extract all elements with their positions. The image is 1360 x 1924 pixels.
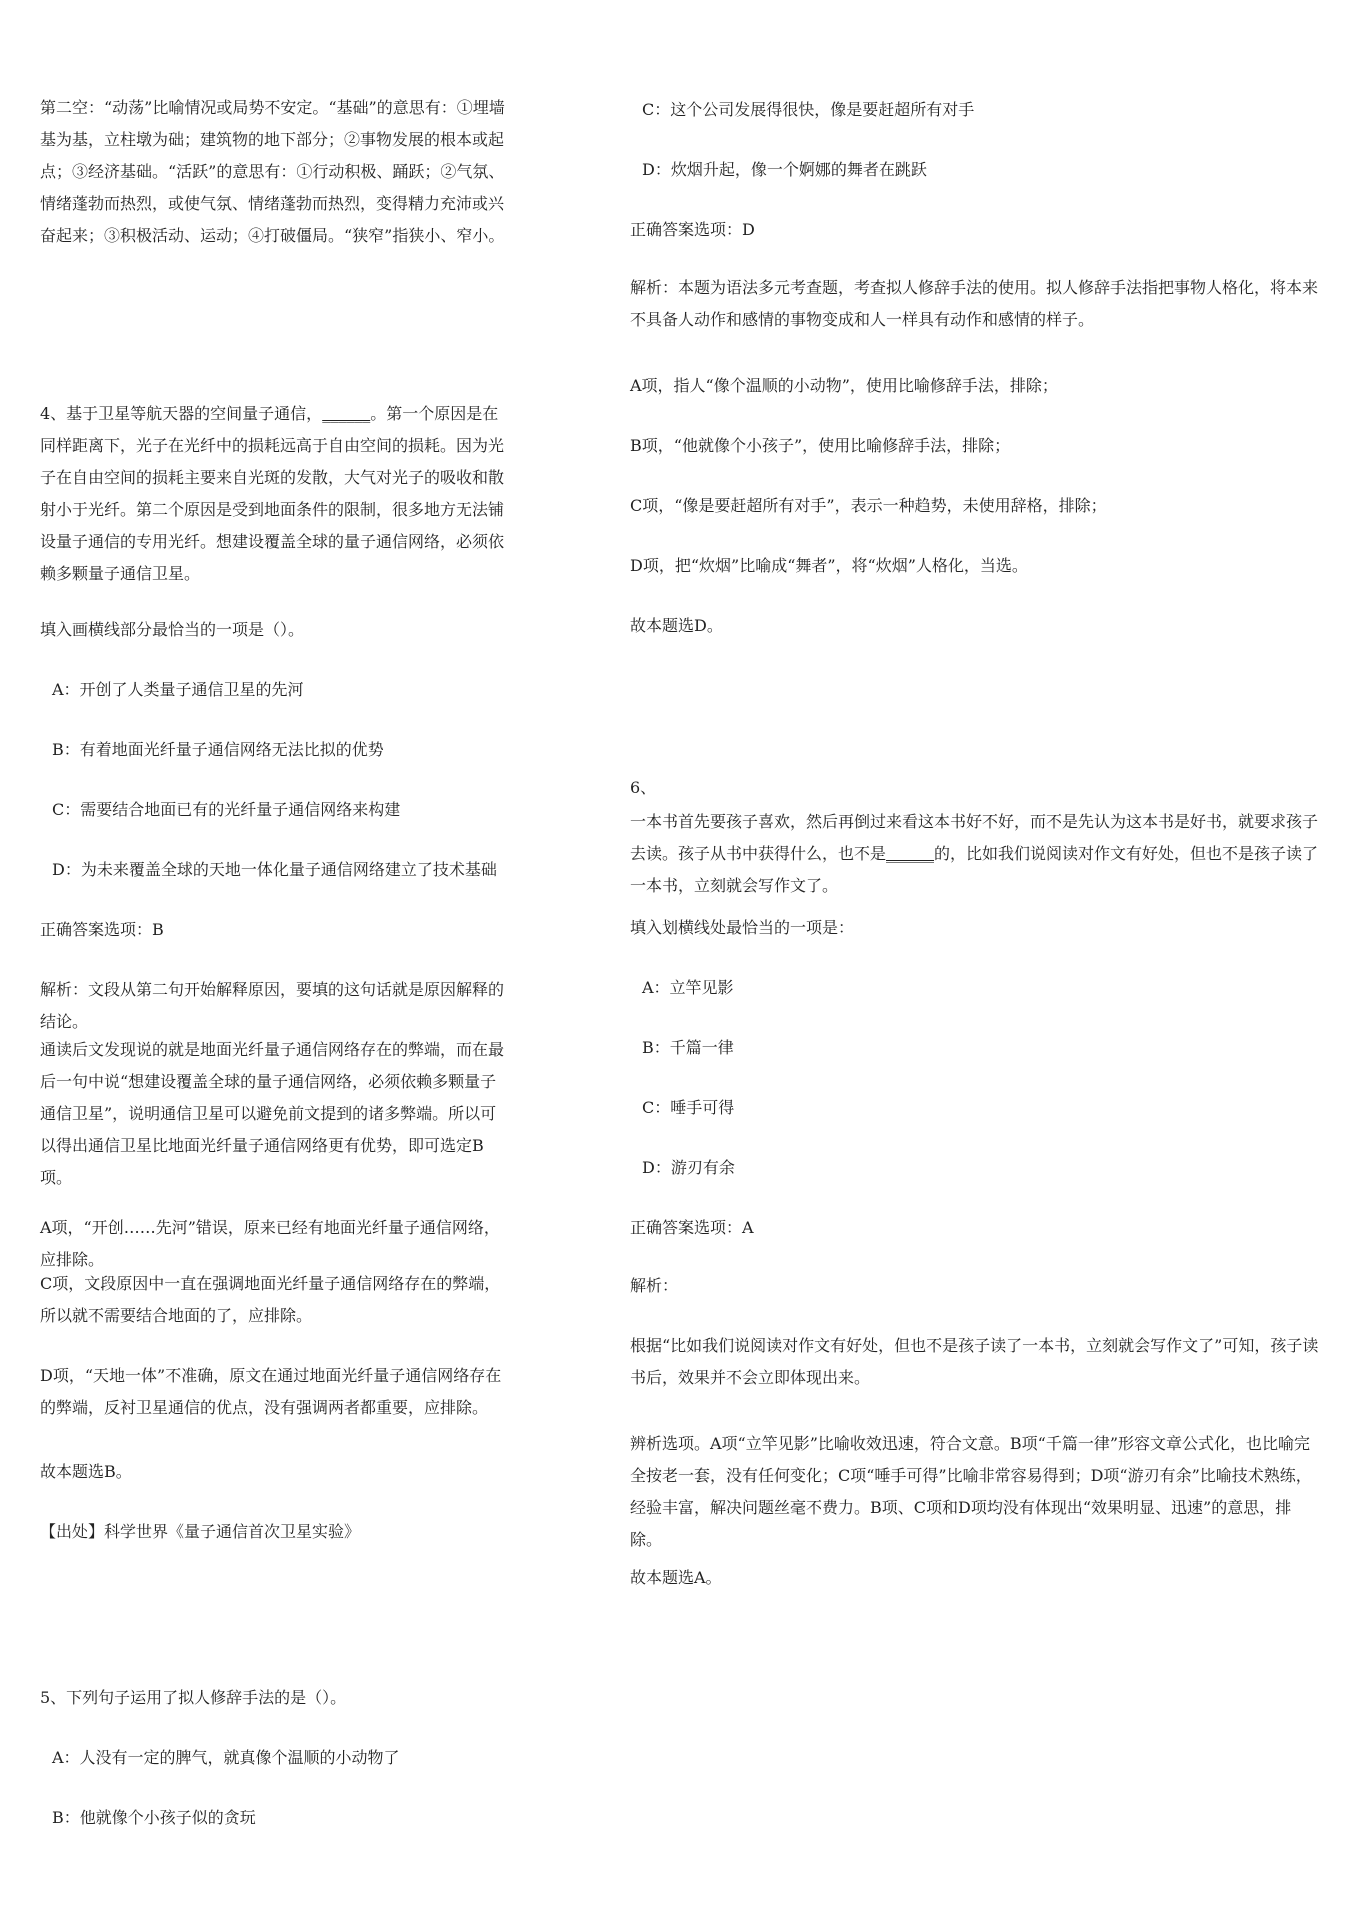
q5-analysis: 解析：本题为语法多元考查题，考查拟人修辞手法的使用。拟人修辞手法指把事物人格化，将本来不具备人动作和感情的事物变成和人一样具有动作和感情的样子。: [630, 278, 1319, 329]
q5-option-a: A：人没有一定的脾气，就真像个温顺的小动物了: [52, 1748, 400, 1767]
q3-explanation: 第二空：“动荡”比喻情况或局势不安定。“基础”的意思有：①埋墙基为基，立柱墩为础；建筑物的地下部分；②事物发展的根本或起点；③经济基础。“活跃”的意思有：①行动积极、踊跃；②气氛、情绪蓬勃而热烈，或使气氛、情绪蓬勃而热烈，变得精力充沛或兴奋起来；③积极活动、运动；④打破僵局。“狭窄”指狭小、窄小。: [40, 98, 505, 245]
q4-stem: 4、基于卫星等航天器的空间量子通信，______。第一个原因是在同样距离下，光子在光纤中的损耗远高于自由空间的损耗。因为光子在自由空间的损耗主要来自光斑的发散，大气对光子的吸收和散射小于光纤。第二个原因是受到地面条件的限制，很多地方无法铺设量子通信的专用光纤。想建设覆盖全球的量子通信网络，必须依赖多颗量子通信卫星。: [40, 404, 505, 583]
q6-option-a: A：立竿见影: [642, 978, 734, 997]
q4-conclusion: 故本题选B。: [40, 1462, 132, 1481]
q5-analysis-b: B项，“他就像个小孩子”，使用比喻修辞手法，排除；: [630, 436, 1011, 455]
q4-answer: 正确答案选项：B: [40, 920, 164, 939]
q6-option-c: C：唾手可得: [642, 1098, 735, 1117]
q4-analysis-p3: C项，文段原因中一直在强调地面光纤量子通信网络存在的弊端，所以就不需要结合地面的了，应排除。: [40, 1274, 501, 1325]
q6-option-d: D：游刃有余: [642, 1158, 735, 1177]
q5-stem: 5、下列句子运用了拟人修辞手法的是（）。: [40, 1688, 347, 1707]
q6-number: 6、: [630, 778, 657, 797]
q5-analysis-d: D项，把“炊烟”比喻成“舞者”，将“炊烟”人格化，当选。: [630, 556, 1028, 575]
q4-option-a: A：开创了人类量子通信卫星的先河: [52, 680, 304, 699]
q4-blank: ______: [322, 404, 371, 423]
q4-analysis: 解析：文段从第二句开始解释原因，要填的这句话就是原因解释的结论。: [40, 980, 505, 1031]
q6-analysis-p1: 根据“比如我们说阅读对作文有好处，但也不是孩子读了一本书，立刻就会写作文了”可知，孩子读书后，效果并不会立即体现出来。: [630, 1336, 1319, 1387]
q4-analysis-p4: D项，“天地一体”不准确，原文在通过地面光纤量子通信网络存在的弊端，反衬卫星通信的优点，没有强调两者都重要，应排除。: [40, 1366, 502, 1417]
q4-option-c: C：需要结合地面已有的光纤量子通信网络来构建: [52, 800, 401, 819]
q6-blank: ______: [886, 844, 935, 863]
q6-conclusion: 故本题选A。: [630, 1568, 722, 1587]
q6-answer: 正确答案选项：A: [630, 1218, 754, 1237]
q5-analysis-c: C项，“像是要赶超所有对手”，表示一种趋势，未使用辞格，排除；: [630, 496, 1107, 515]
q5-option-b: B：他就像个小孩子似的贪玩: [52, 1808, 256, 1827]
q5-option-d: D：炊烟升起，像一个婀娜的舞者在跳跃: [642, 160, 927, 179]
q5-option-c: C：这个公司发展得很快，像是要赶超所有对手: [642, 100, 975, 119]
q4-option-d: D：为未来覆盖全球的天地一体化量子通信网络建立了技术基础: [52, 860, 497, 879]
q5-answer: 正确答案选项：D: [630, 220, 755, 239]
q6-prompt: 填入划横线处最恰当的一项是：: [630, 918, 855, 937]
q5-conclusion: 故本题选D。: [630, 616, 723, 635]
q4-option-b: B：有着地面光纤量子通信网络无法比拟的优势: [52, 740, 384, 759]
q4-analysis-p1: 通读后文发现说的就是地面光纤量子通信网络存在的弊端，而在最后一句中说“想建设覆盖全球的量子通信网络，必须依赖多颗量子通信卫星”，说明通信卫星可以避免前文提到的诸多弊端。所以可以得出通信卫星比地面光纤量子通信网络更有优势，即可选定B项。: [40, 1040, 505, 1187]
q6-stem: 一本书首先要孩子喜欢，然后再倒过来看这本书好不好，而不是先认为这本书是好书，就要求孩子去读。孩子从书中获得什么，也不是______的，比如我们说阅读对作文有好处，但也不是孩子读了一本书，立刻就会写作文了。: [630, 812, 1319, 895]
q5-analysis-a: A项，指人“像个温顺的小动物”，使用比喻修辞手法，排除；: [630, 376, 1058, 395]
q6-option-b: B：千篇一律: [642, 1038, 734, 1057]
q4-prompt: 填入画横线部分最恰当的一项是（）。: [40, 620, 305, 639]
q6-analysis: 解析：: [630, 1276, 679, 1295]
q6-analysis-p2: 辨析选项。A项“立竿见影”比喻收效迅速，符合文意。B项“千篇一律”形容文章公式化，也比喻完全按老一套，没有任何变化；C项“唾手可得”比喻非常容易得到；D项“游刃有余”比喻技术熟练，经验丰富，解决问题丝毫不费力。B项、C项和D项均没有体现出“效果明显、迅速”的意思，排除。: [630, 1434, 1312, 1549]
q4-source: 【出处】科学世界《量子通信首次卫星实验》: [40, 1522, 361, 1541]
q4-analysis-p2: A项，“开创……先河”错误，原来已经有地面光纤量子通信网络，应排除。: [40, 1218, 500, 1269]
